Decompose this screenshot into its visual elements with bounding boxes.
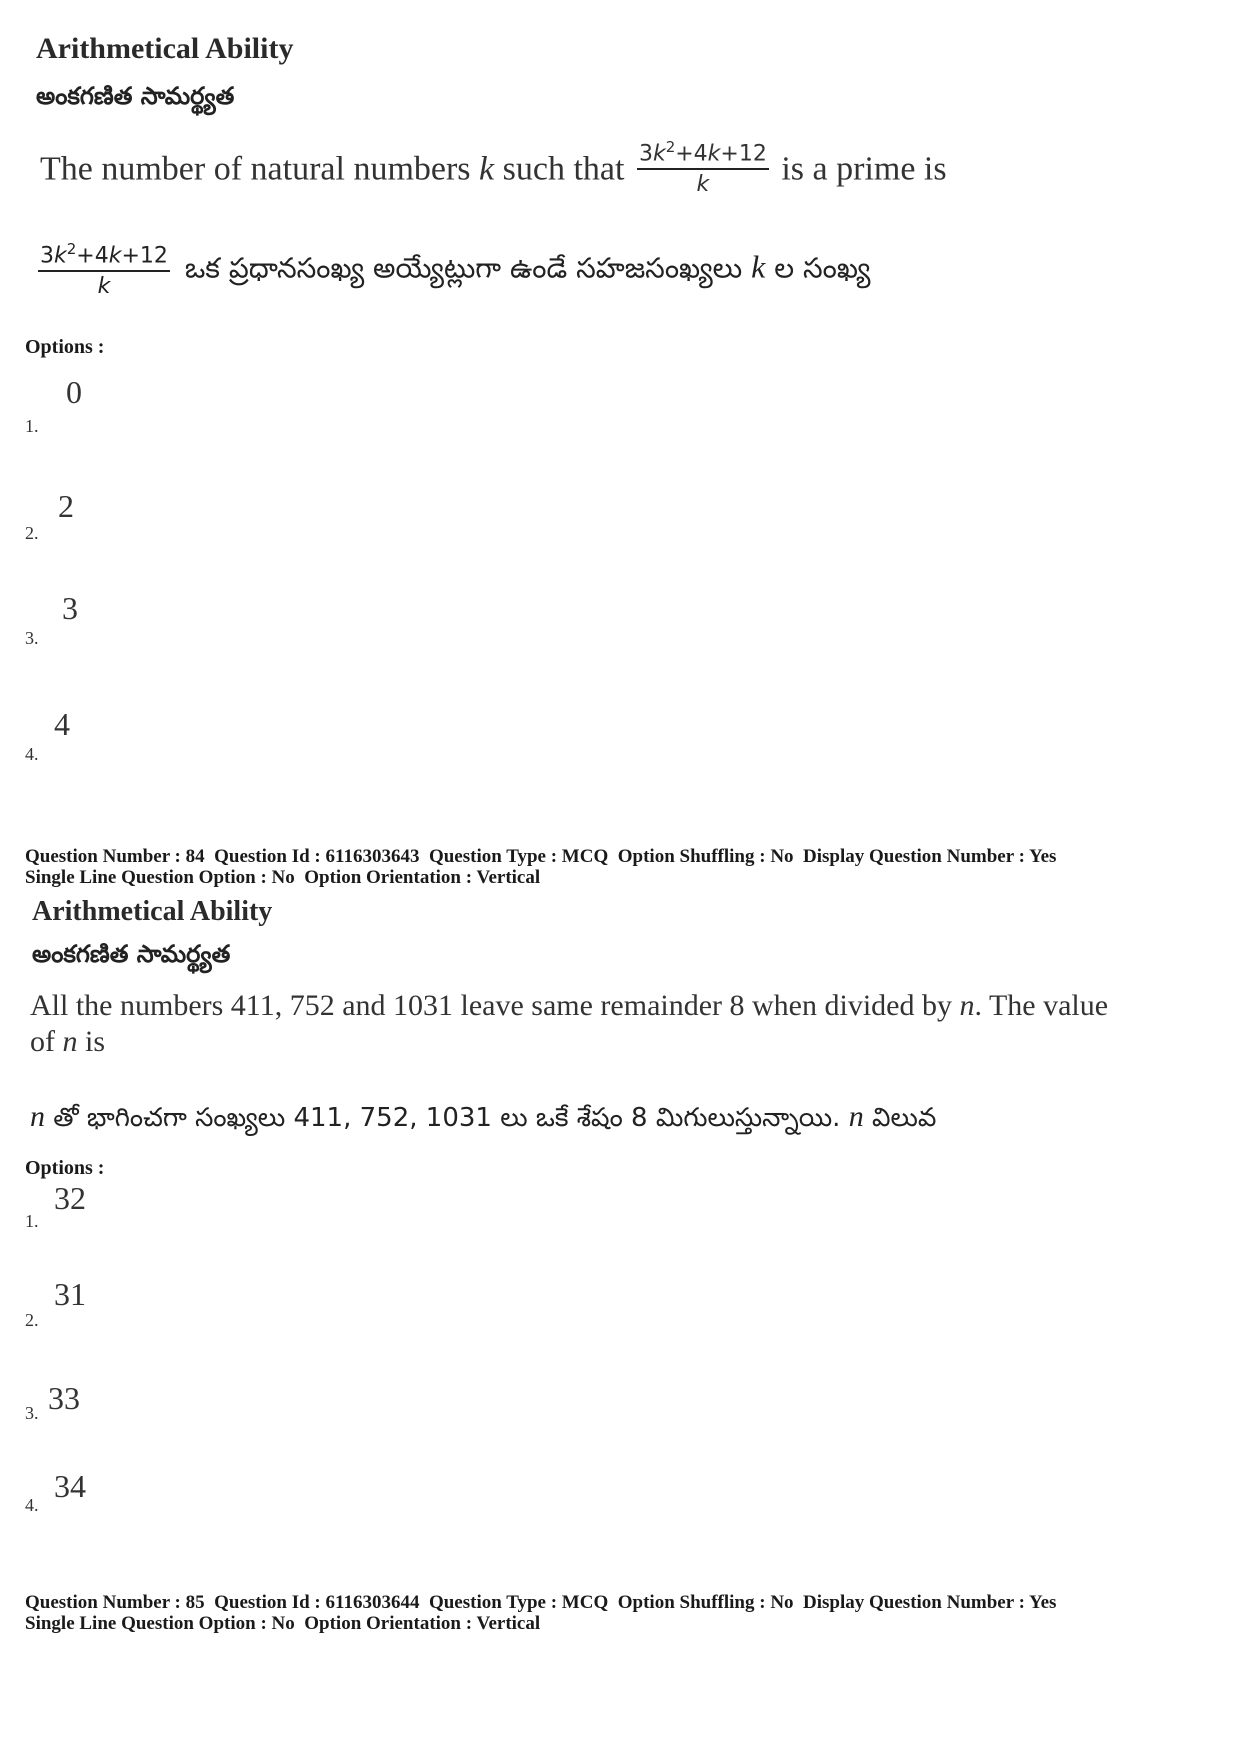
section-title-te: అంకగణిత సామర్థ్యత [36, 82, 235, 110]
variable-n: n [959, 989, 975, 1022]
question-te-part-a: ఒక ప్రధానసంఖ్య అయ్యేట్లుగా ఉండే సహజసంఖ్యలు [184, 251, 743, 285]
option-3-value[interactable]: 33 [48, 1380, 80, 1416]
question-meta [25, 1592, 1056, 1634]
section-title-te: అంకగణిత సామర్థ్యత [32, 940, 231, 968]
option-3-value[interactable]: 3 [62, 590, 78, 626]
question-te-part-b: విలువ [871, 1103, 937, 1133]
question-line-2: of n is [30, 1025, 106, 1058]
fraction-te [38, 240, 170, 299]
option-3-index: 3. [25, 1403, 39, 1423]
question-text-te [38, 240, 871, 299]
option-2-index: 2. [25, 523, 39, 543]
question-text-after: is a prime is [781, 150, 947, 188]
section-title-en: Arithmetical Ability [32, 896, 273, 927]
option-2-index: 2. [25, 1310, 39, 1330]
variable-n: n [62, 1025, 78, 1058]
option-4-index: 4. [25, 744, 39, 764]
option-1-index: 1. [25, 416, 39, 436]
question-te-part-a: తో భాగించగా సంఖ్యలు 411, 752, 1031 లు ఒకే శేషం 8 మిగులుస్తున్నాయి. [53, 1103, 841, 1133]
question-meta-line2: Single Line Question Option : No Option Orientation : Vertical [25, 1613, 541, 1634]
options-label: Options : [25, 1157, 105, 1179]
option-4-index: 4. [25, 1495, 39, 1515]
fraction-te-denominator: k [97, 274, 111, 300]
question-text-en [30, 988, 1108, 1060]
question-text-before: The number of natural numbers [40, 150, 471, 188]
question-text-mid: such that [502, 150, 625, 188]
fraction-numerator: $3k^2+4k+12$ [637, 138, 769, 170]
fraction [637, 138, 769, 197]
question-text-en [40, 138, 947, 201]
option-4-value[interactable]: 34 [54, 1468, 86, 1504]
option-4-value[interactable]: 4 [54, 706, 70, 742]
section-title-en: Arithmetical Ability [36, 32, 294, 65]
question-meta-line1: Question Number : 85 Question Id : 6116303644 Question Type : MCQ Option Shuffling : No Display Question Number : Yes [25, 1592, 1057, 1613]
question-meta-line2: Single Line Question Option : No Option Orientation : Vertical [25, 867, 541, 888]
variable-n-te-2: n [848, 1100, 864, 1133]
variable-k: k [479, 150, 495, 188]
fraction-te-numerator: $3k^2+4k+12$ [38, 240, 170, 272]
option-3-index: 3. [25, 628, 39, 648]
option-2-value[interactable]: 31 [54, 1276, 86, 1312]
option-1-value[interactable]: 0 [66, 374, 82, 410]
options-label: Options : [25, 336, 105, 358]
question-line-1: All the numbers 411, 752 and 1031 leave same remainder 8 when divided by n. The value [30, 989, 1109, 1022]
question-text-te [30, 1100, 936, 1139]
option-1-value[interactable]: 32 [54, 1180, 86, 1216]
question-te-part-b: ల సంఖ్య [774, 251, 871, 285]
option-2-value[interactable]: 2 [58, 488, 74, 524]
variable-k-te: k [751, 248, 766, 285]
question-meta-line1: Question Number : 84 Question Id : 6116303643 Question Type : MCQ Option Shuffling : No Display Question Number : Yes [25, 846, 1057, 867]
option-1-index: 1. [25, 1211, 39, 1231]
question-meta [25, 846, 1056, 888]
fraction-denominator: k [696, 172, 710, 198]
variable-n-te: n [30, 1100, 45, 1133]
